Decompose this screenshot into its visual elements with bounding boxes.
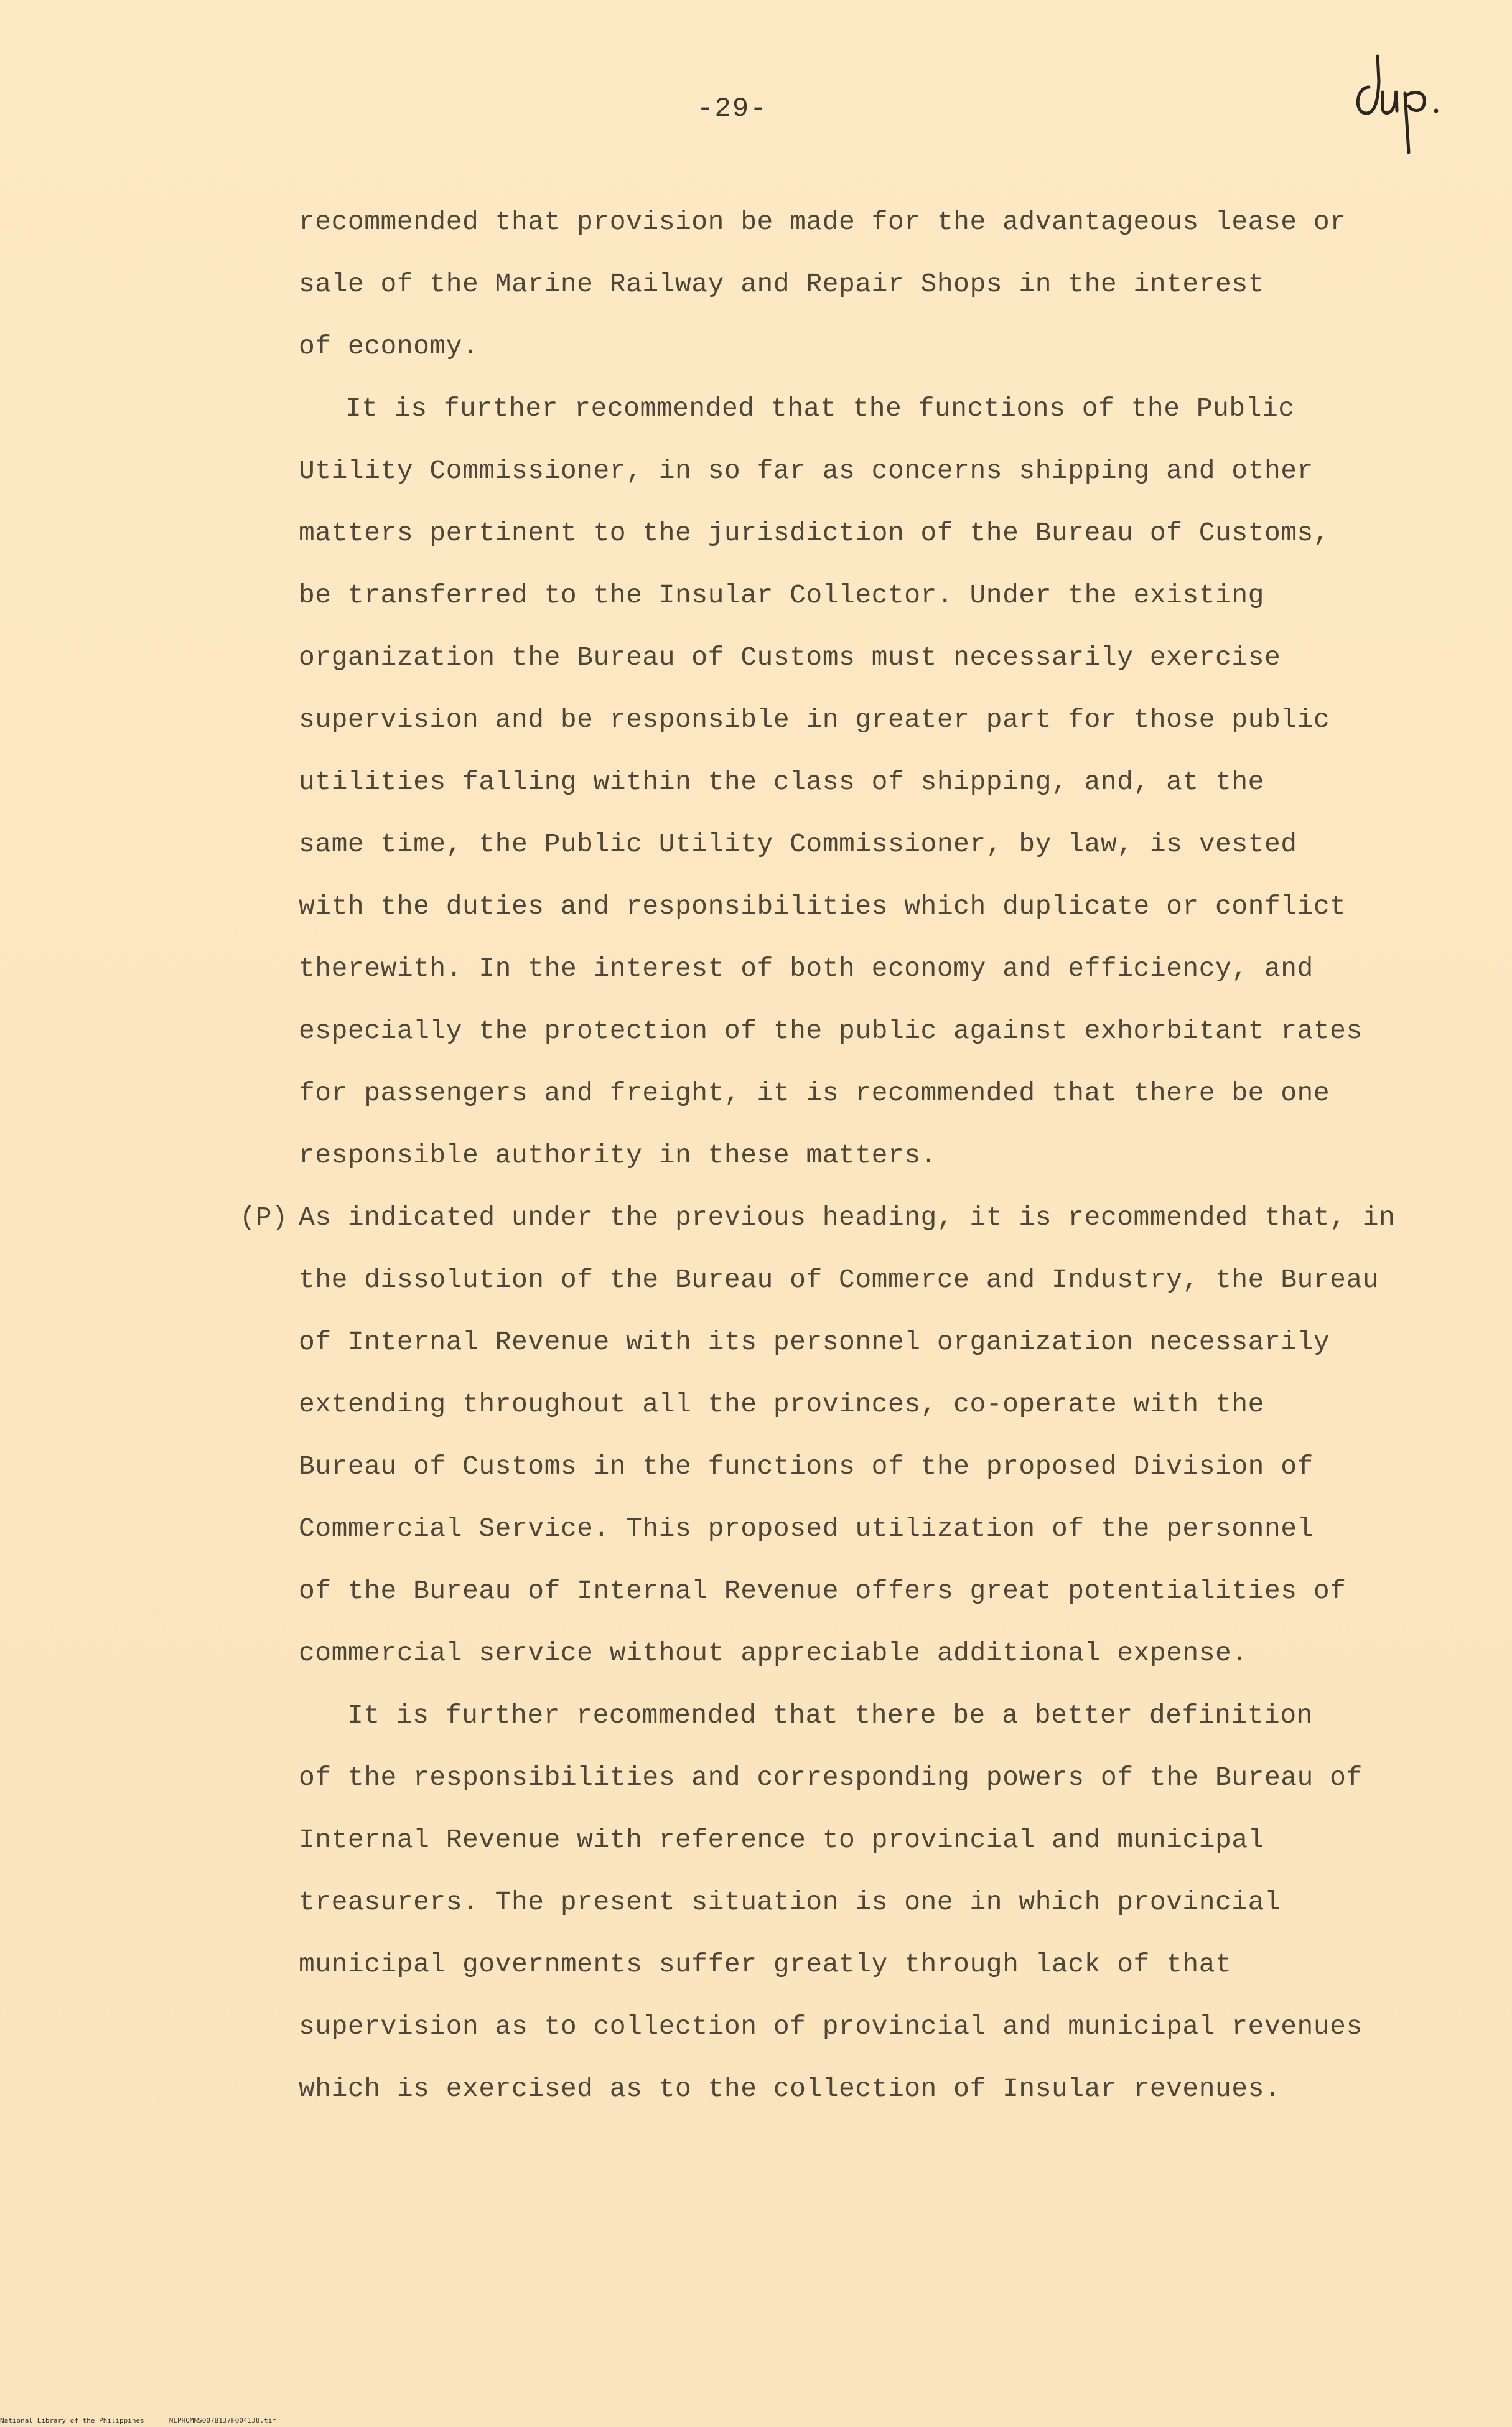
text-line: responsible authority in these matters. — [299, 1140, 937, 1171]
text-line: commercial service without appreciable additional expense. — [299, 1638, 1248, 1668]
text-line: utilities falling within the class of shipping, and, at the — [299, 767, 1264, 797]
text-line: extending throughout all the provinces, co-operate with the — [299, 1389, 1264, 1419]
footer-file: NLPHQMNS007B137F004138.tif — [169, 2416, 276, 2425]
text-line: It is further recommended that the functions of the Public — [345, 393, 1295, 424]
text-line: treasurers. The present situation is one in which provincial — [299, 1887, 1281, 1917]
text-line: supervision as to collection of provincial and municipal revenues — [299, 2011, 1363, 2042]
text-line: of Internal Revenue with its personnel organization necessarily — [299, 1327, 1330, 1357]
text-line: recommended that provision be made for the advantageous lease or — [299, 207, 1346, 237]
text-line: sale of the Marine Railway and Repair Shops in the interest — [299, 269, 1264, 299]
page-number: -29- — [697, 93, 768, 124]
text-line: be transferred to the Insular Collector. Under the existing — [299, 580, 1264, 610]
text-line: municipal governments suffer greatly through lack of that — [299, 1949, 1232, 1980]
text-line: the dissolution of the Bureau of Commerce and Industry, the Bureau — [299, 1265, 1379, 1295]
text-line: therewith. In the interest of both economy and efficiency, and — [299, 953, 1314, 984]
section-marker: (P) — [240, 1202, 288, 1233]
text-line: Bureau of Customs in the functions of the proposed Division of — [299, 1451, 1314, 1482]
text-line: especially the protection of the public against exhorbitant rates — [299, 1016, 1363, 1046]
text-line: for passengers and freight, it is recommended that there be one — [299, 1078, 1330, 1108]
text-line: Utility Commissioner, in so far as concerns shipping and other — [299, 456, 1314, 486]
text-line: matters pertinent to the jurisdiction of the Bureau of Customs, — [299, 518, 1330, 548]
text-line: As indicated under the previous heading, it is recommended that, in — [299, 1202, 1396, 1233]
text-line: which is exercised as to the collection of Insular revenues. — [299, 2074, 1281, 2104]
text-line: It is further recommended that there be a better definition — [347, 1700, 1313, 1731]
text-line: Internal Revenue with reference to provincial and municipal — [299, 1825, 1264, 1855]
text-line: organization the Bureau of Customs must necessarily exercise — [299, 642, 1281, 673]
text-line: of economy. — [299, 331, 479, 362]
handwritten-annotation — [1344, 44, 1456, 156]
text-line: of the Bureau of Internal Revenue offers great potentialities of — [299, 1576, 1346, 1606]
text-line: of the responsibilities and corresponding powers of the Bureau of — [299, 1762, 1363, 1793]
text-line: same time, the Public Utility Commissioner, by law, is vested — [299, 829, 1297, 859]
text-line: supervision and be responsible in greater part for those public — [299, 704, 1330, 735]
footer-source: National Library of the Philippines — [0, 2416, 144, 2425]
archive-footer — [0, 2416, 301, 2425]
text-line: Commercial Service. This proposed utilization of the personnel — [299, 1513, 1314, 1544]
text-line: with the duties and responsibilities which duplicate or conflict — [299, 891, 1346, 922]
